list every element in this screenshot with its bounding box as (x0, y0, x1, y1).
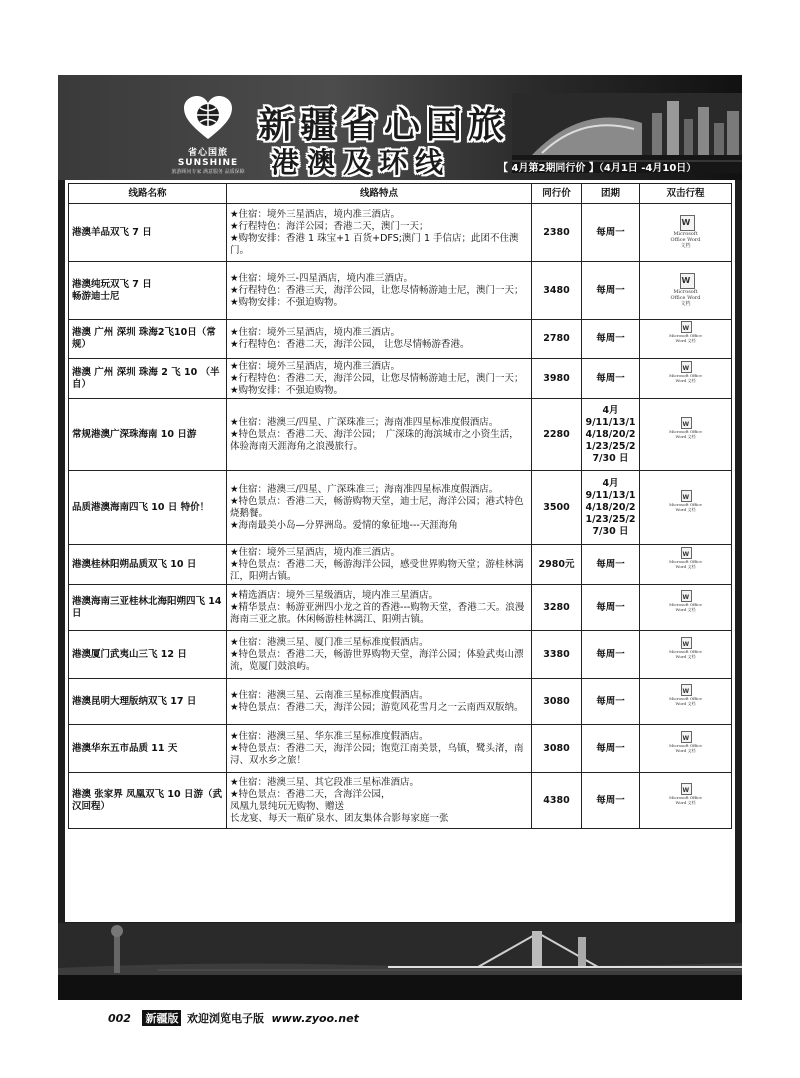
document-page-icon (681, 361, 692, 373)
edition-badge: 新疆版 (142, 1010, 181, 1026)
route-price (532, 585, 582, 631)
route-price (532, 773, 582, 829)
logo-slogan: 旅游顾问专家 满意服务 品质保障 (171, 169, 245, 175)
document-icon-label: Microsoft Office Word 文档 (669, 501, 702, 512)
route-name-text: 港澳昆明大理版纳双飞 17 日 (72, 695, 197, 707)
table-row (69, 320, 732, 359)
header-price: 同行价 (532, 184, 582, 204)
document-page-icon (681, 547, 692, 559)
route-price (532, 399, 582, 471)
route-price-text: 3080 (543, 695, 570, 707)
itinerary-cell (640, 399, 732, 471)
route-features (227, 585, 532, 631)
itinerary-cell (640, 725, 732, 773)
price-period-note: 【 4月第2期同行价 】（4月1日 -4月10日） (498, 163, 697, 174)
table-row (69, 262, 732, 320)
route-price-text: 2980元 (538, 558, 575, 570)
header-route-name: 线路名称 (69, 184, 227, 204)
route-price-text: 2780 (543, 333, 570, 344)
route-price (532, 359, 582, 399)
route-name (69, 773, 227, 829)
document-icon-label: Microsoft Office Word 文档 (669, 794, 702, 805)
route-schedule-text: 4月 9/11/13/1 4/18/20/2 1/23/25/2 7/30 日 (585, 404, 636, 464)
page-title: 新疆省心国旅 (258, 104, 511, 146)
company-logo (168, 95, 248, 173)
route-price-text: 3080 (543, 742, 570, 754)
route-price-text: 3280 (543, 601, 570, 613)
advertisement-poster (58, 75, 742, 1000)
heart-globe-logo-icon (182, 95, 234, 141)
word-document-icon[interactable] (669, 731, 703, 763)
route-rows (69, 204, 732, 829)
route-features-text: ★住宿：境外三星酒店，境内准三酒店。 ★行程特色：海洋公园；香港二天，澳门一天； ★购物安排：香港 1 珠宝+1 百货+DFS;澳门 1 手信店；此团不住澳门。 (230, 208, 519, 256)
route-features (227, 359, 532, 399)
document-icon-label: Microsoft Office Word 文档 (669, 558, 702, 569)
route-schedule (582, 679, 640, 725)
document-page-icon (681, 783, 692, 795)
itinerary-cell (640, 631, 732, 679)
route-schedule-text: 4月 9/11/13/1 4/18/20/2 1/23/25/2 7/30 日 (585, 477, 636, 537)
footer-slogan: 欢迎浏览电子版 (186, 1012, 264, 1025)
word-document-icon[interactable] (669, 361, 703, 393)
header-itinerary: 双击行程 (640, 184, 732, 204)
word-document-icon[interactable] (669, 684, 703, 716)
night-bridge-image (58, 923, 742, 1000)
route-price-text: 3480 (543, 284, 570, 296)
route-schedule-text: 每周一 (596, 558, 625, 570)
route-features (227, 773, 532, 829)
route-name (69, 204, 227, 262)
document-icon-label: Microsoft Office Word 文档 (669, 428, 702, 439)
logo-english-name: SUNSHINE (177, 158, 239, 168)
document-icon-label: Microsoft Office Word 文档 (670, 288, 701, 307)
route-name-text: 常规港澳广深珠海南 10 日游 (72, 428, 197, 440)
table-row (69, 471, 732, 545)
route-schedule (582, 399, 640, 471)
page-subtitle: 港澳及环线 (271, 146, 452, 179)
route-features (227, 545, 532, 585)
route-schedule-text: 每周一 (596, 648, 625, 660)
route-schedule-text: 每周一 (596, 601, 625, 613)
page-number: 002 (108, 1012, 131, 1025)
route-name (69, 399, 227, 471)
itinerary-cell (640, 773, 732, 829)
document-page-icon (681, 490, 692, 502)
route-schedule-text: 每周一 (596, 794, 625, 806)
word-document-icon[interactable] (669, 417, 703, 449)
route-name (69, 545, 227, 585)
route-name (69, 631, 227, 679)
word-document-icon[interactable] (669, 490, 703, 522)
route-schedule (582, 262, 640, 320)
route-name (69, 359, 227, 399)
route-features-text: ★精选酒店：境外三星级酒店，境内准三星酒店。 ★精华景点：畅游亚洲四小龙之首的香港---购物天堂，香港二天。浪漫海南三亚之旅。休闲畅游桂林漓江、阳朔古镇。 (230, 589, 525, 625)
itinerary-cell (640, 204, 732, 262)
route-features-text: ★住宿：港澳三星、其它段准三星标准酒店。 ★特色景点：香港二天，含海洋公园， 凤凰九景纯玩无购物、赠送 长龙宴、每天一瓶矿泉水、团友集体合影每家庭一张 (230, 776, 449, 824)
route-name-text: 品质港澳海南四飞 10 日 特价！ (72, 501, 210, 513)
route-features (227, 204, 532, 262)
document-page-icon (681, 684, 692, 696)
word-document-icon[interactable] (669, 783, 703, 815)
route-features (227, 320, 532, 359)
route-price-text: 3500 (543, 501, 570, 513)
document-page-icon (681, 321, 692, 333)
word-document-icon[interactable] (669, 637, 703, 669)
route-features-text: ★住宿：境外三星酒店，境内准三酒店。 ★特色景点：香港二天，畅游海洋公园，感受世界购物天堂；游桂林漓江，阳朔古镇。 (230, 546, 524, 582)
word-document-icon[interactable] (669, 273, 703, 305)
table-row (69, 679, 732, 725)
itinerary-cell (640, 262, 732, 320)
route-name-text: 港澳 广州 深圳 珠海2飞10日（常规） (72, 327, 216, 350)
word-document-icon[interactable] (669, 590, 703, 622)
website-link[interactable]: www.zyoo.net (271, 1012, 359, 1025)
itinerary-cell (640, 359, 732, 399)
route-features-text: ★住宿：港澳三/四星、广深珠准三；海南准四星标准度假酒店。 ★特色景点：香港二天，畅游购物天堂，迪士尼，海洋公园；港式特色烧鹅餐。 ★海南最美小岛—分界洲岛。爱情的象征地---天涯海角 (230, 483, 524, 531)
route-name (69, 725, 227, 773)
document-icon-label: Microsoft Office Word 文档 (669, 648, 702, 659)
header-route-features: 线路特点 (227, 184, 532, 204)
document-icon-label: Microsoft Office Word 文档 (669, 601, 702, 612)
document-icon-label: Microsoft Office Word 文档 (669, 695, 702, 706)
route-schedule-text: 每周一 (596, 226, 625, 238)
route-price (532, 320, 582, 359)
route-features-text: ★住宿：港澳三星、华东准三星标准度假酒店。 ★特色景点：香港二天，海洋公园；饱览江南美景，乌镇，鹭头渚，南浔、双水乡之旅！ (230, 730, 524, 766)
table-row (69, 585, 732, 631)
route-schedule (582, 545, 640, 585)
route-price-text: 2280 (543, 428, 570, 440)
route-schedule (582, 320, 640, 359)
word-document-icon[interactable] (669, 547, 703, 579)
route-price-text: 4380 (543, 794, 570, 806)
document-icon-label: Microsoft Office Word 文档 (669, 372, 702, 383)
route-name (69, 679, 227, 725)
route-features-text: ★住宿：港澳三星、厦门准三星标准度假酒店。 ★特色景点：香港二天，畅游世界购物天堂，海洋公园；体验武夷山漂流，览厦门鼓浪屿。 (230, 636, 524, 672)
route-price (532, 679, 582, 725)
route-features (227, 725, 532, 773)
route-name-text: 港澳羊品双飞 7 日 (72, 226, 152, 238)
route-schedule (582, 631, 640, 679)
route-schedule (582, 773, 640, 829)
route-price (532, 631, 582, 679)
route-schedule-text: 每周一 (596, 284, 625, 296)
route-name-text: 港澳桂林阳朔品质双飞 10 日 (72, 558, 197, 570)
route-features (227, 631, 532, 679)
route-features-text: ★住宿：港澳三星、云南准三星标准度假酒店。 ★特色景点：香港二天，海洋公园；游览风花雪月之一云南西双版纳。 (230, 689, 524, 713)
route-price (532, 471, 582, 545)
route-features-text: ★住宿：境外三-四星酒店，境内准三酒店。 ★行程特色：香港三天，海洋公园，让您尽情畅游迪士尼，澳门一天； ★购物安排：不强迫购物。 (230, 272, 524, 308)
route-schedule-text: 每周一 (596, 742, 625, 754)
route-name-text: 港澳纯玩双飞 7 日 畅游迪士尼 (72, 278, 152, 302)
document-page-icon (680, 273, 695, 289)
route-name-text: 港澳 广州 深圳 珠海 2 飞 10 （半自） (72, 366, 220, 390)
itinerary-cell (640, 679, 732, 725)
route-price-text: 3380 (543, 648, 570, 660)
table-row (69, 204, 732, 262)
route-price (532, 725, 582, 773)
page-footer (108, 1010, 359, 1026)
document-icon-label: Microsoft Office Word 文档 (669, 742, 702, 753)
itinerary-cell (640, 320, 732, 359)
route-name (69, 320, 227, 359)
route-features (227, 679, 532, 725)
table-row (69, 399, 732, 471)
route-schedule (582, 585, 640, 631)
header-schedule: 团期 (582, 184, 640, 204)
route-price-text: 2380 (543, 226, 570, 238)
route-name-text: 港澳厦门武夷山三飞 12 日 (72, 648, 187, 660)
route-schedule-text: 每周一 (596, 333, 625, 344)
route-schedule (582, 359, 640, 399)
route-schedule (582, 471, 640, 545)
itinerary-cell (640, 471, 732, 545)
table-row (69, 773, 732, 829)
route-name-text: 港澳华东五市品质 11 天 (72, 742, 178, 754)
route-schedule (582, 204, 640, 262)
route-table (68, 183, 732, 829)
route-schedule (582, 725, 640, 773)
route-price (532, 204, 582, 262)
document-icon-label: Microsoft Office Word 文档 (670, 230, 701, 249)
route-schedule-text: 每周一 (596, 695, 625, 707)
logo-name: 省心国旅 (187, 148, 228, 158)
route-name-text: 港澳 张家界 凤凰双飞 10 日游（武汉回程） (72, 788, 222, 812)
document-page-icon (681, 590, 692, 602)
route-panel (65, 180, 735, 922)
table-row (69, 631, 732, 679)
document-page-icon (681, 731, 692, 743)
route-features-text: ★住宿：境外三星酒店，境内准三酒店。 ★行程特色：香港二天，海洋公园，让您尽情畅游迪士尼，澳门一天； ★购物安排：不强迫购物。 (230, 360, 519, 396)
route-name-text: 港澳海南三亚桂林北海阳朔四飞 14 日 (72, 595, 222, 619)
route-name (69, 262, 227, 320)
route-features (227, 471, 532, 545)
route-price-text: 3980 (543, 372, 570, 384)
route-price (532, 262, 582, 320)
itinerary-cell (640, 545, 732, 585)
document-page-icon (681, 637, 692, 649)
table-header-row (69, 184, 732, 204)
route-features (227, 262, 532, 320)
route-features (227, 399, 532, 471)
route-name (69, 585, 227, 631)
table-row (69, 725, 732, 773)
document-icon-label: Microsoft Office Word 文档 (669, 333, 702, 343)
table-row (69, 545, 732, 585)
document-page-icon (680, 215, 695, 231)
itinerary-cell (640, 585, 732, 631)
table-row (69, 359, 732, 399)
word-document-icon[interactable] (669, 321, 703, 353)
route-price (532, 545, 582, 585)
route-name (69, 471, 227, 545)
route-features-text: ★住宿：港澳三/四星、广深珠准三；海南准四星标准度假酒店。 ★特色景点：香港二天、海洋公园； 广深珠的海滨城市之小资生活，体验海南天涯海角之浪漫旅行。 (230, 416, 519, 452)
route-features-text: ★住宿：境外三星酒店，境内准三酒店。 ★行程特色：香港二天，海洋公园， 让您尽情畅游香港。 (230, 327, 470, 350)
document-page-icon (681, 417, 692, 429)
route-schedule-text: 每周一 (596, 372, 625, 384)
word-document-icon[interactable] (669, 215, 703, 247)
